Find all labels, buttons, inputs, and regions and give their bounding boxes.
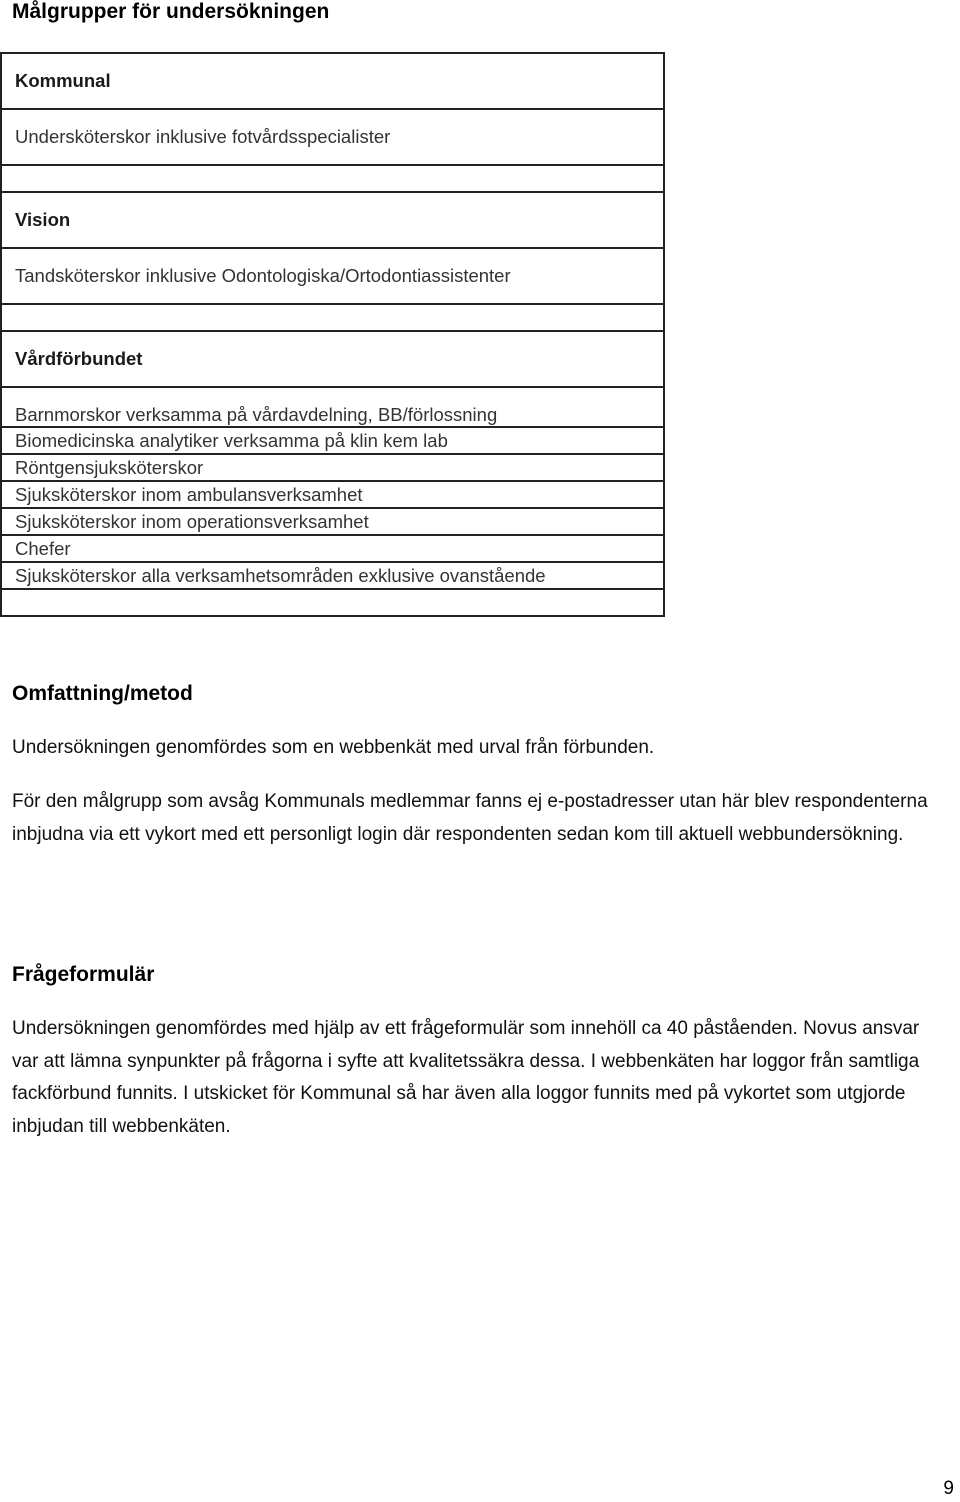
section-heading-frageformular: Frågeformulär: [12, 963, 155, 986]
group-name-vision: Vision: [1, 192, 664, 248]
group-item: Sjuksköterskor inom ambulansverksamhet: [1, 481, 664, 508]
table-row: [1, 331, 664, 387]
omfattning-paragraph-2: För den målgrupp som avsåg Kommunals medlemmar fanns ej e-postadresser utan här blev respondenterna inbjudna via ett vykort med ett personligt login där respondenten sedan kom till aktuell webbundersökning.: [12, 791, 928, 845]
empty-row: [1, 304, 664, 331]
table-row: [1, 387, 664, 427]
table-row: [1, 304, 664, 331]
table-row: [1, 562, 664, 589]
table-row: [1, 165, 664, 192]
page-title: Målgrupper för undersökningen: [12, 0, 330, 23]
table-row: [1, 192, 664, 248]
table-row: [1, 508, 664, 535]
frageformular-paragraph-1: Undersökningen genomfördes med hjälp av ett frågeformulär som innehöll ca 40 påståenden. Novus ansvar var att lämna synpunkter på frågorna i syfte att kvalitetssäkra dessa. I webbenkäten har loggor från samtliga fackförbund funnits. I utskicket för Kommunal så har även alla loggor funnits med på vykortet som utgjorde inbjudan till webbenkäten.: [12, 1018, 920, 1137]
table-row: [1, 427, 664, 454]
table-row: [1, 454, 664, 481]
group-name-kommunal: Kommunal: [1, 53, 664, 109]
target-groups-table: [0, 52, 665, 617]
group-item: Sjuksköterskor alla verksamhetsområden exklusive ovanstående: [1, 562, 664, 589]
table-row: [1, 248, 664, 304]
group-item: Biomedicinska analytiker verksamma på klin kem lab: [1, 427, 664, 454]
table-row: [1, 589, 664, 616]
group-item: Sjuksköterskor inom operationsverksamhet: [1, 508, 664, 535]
table-row: [1, 53, 664, 109]
omfattning-paragraph-1: Undersökningen genomfördes som en webbenkät med urval från förbunden.: [12, 737, 655, 758]
empty-row: [1, 589, 664, 616]
empty-row: [1, 165, 664, 192]
group-item: Röntgensjuksköterskor: [1, 454, 664, 481]
section-heading-omfattning: Omfattning/metod: [12, 682, 193, 705]
table-row: [1, 481, 664, 508]
group-name-vardforbundet: Vårdförbundet: [1, 331, 664, 387]
group-item: Undersköterskor inklusive fotvårdsspecialister: [1, 109, 664, 165]
group-item: Tandsköterskor inklusive Odontologiska/Ortodontiassistenter: [1, 248, 664, 304]
group-item: Barnmorskor verksamma på vårdavdelning, BB/förlossning: [1, 387, 664, 427]
table-row: [1, 109, 664, 165]
page-number: 9: [943, 1478, 954, 1499]
table-row: [1, 535, 664, 562]
group-item: Chefer: [1, 535, 664, 562]
